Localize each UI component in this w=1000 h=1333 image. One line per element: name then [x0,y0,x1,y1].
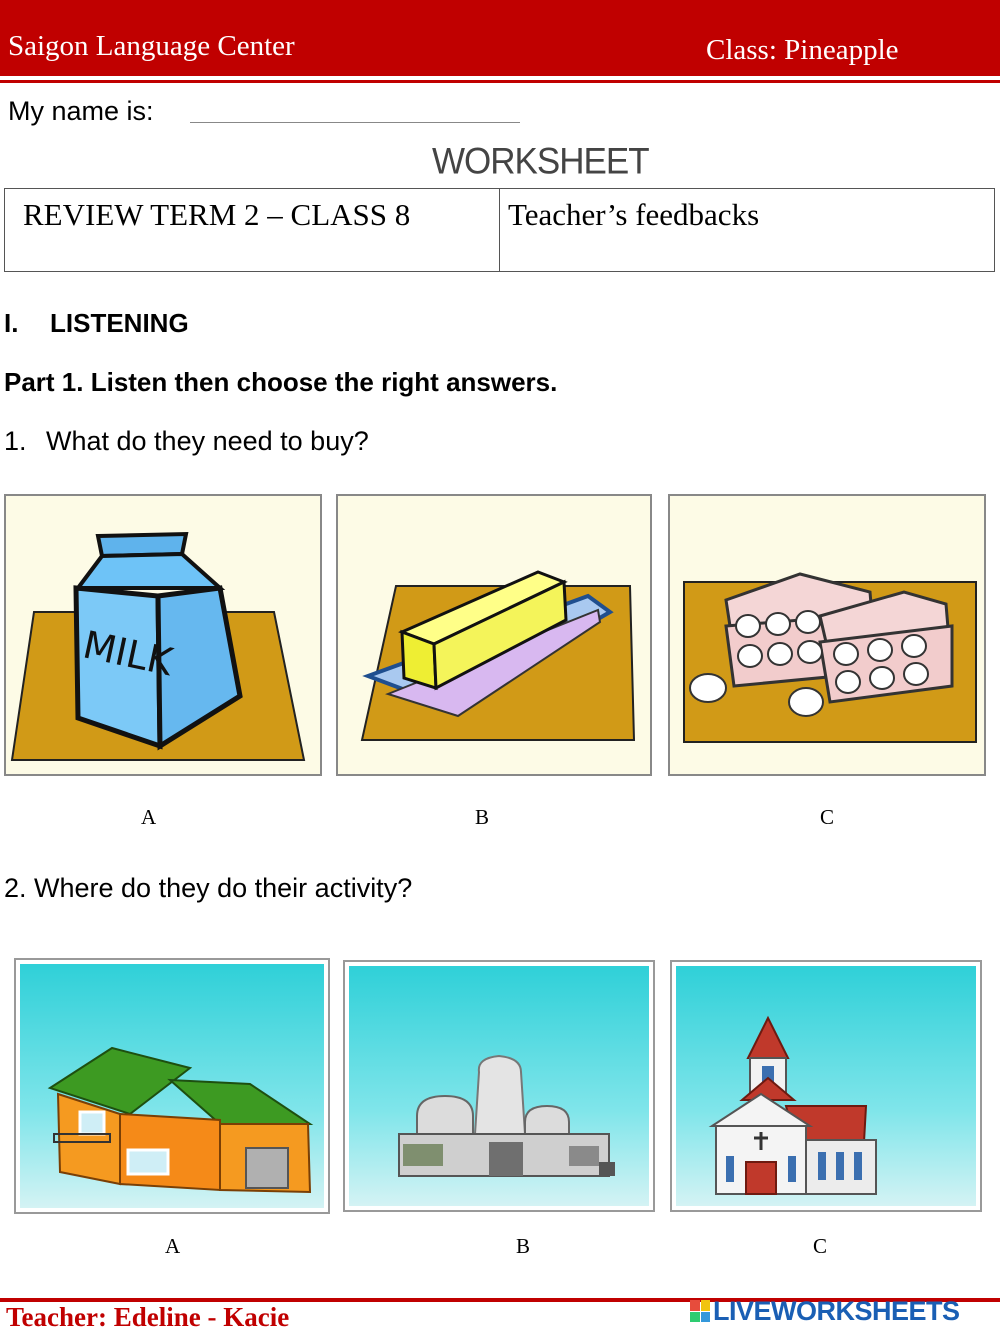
power-plant-icon [349,966,649,1206]
worksheet-title: WORKSHEET [432,141,649,182]
option-1c-letter: C [820,805,835,829]
liveworksheets-icon [690,1300,710,1322]
liveworksheets-text: LIVEWORKSHEETS [713,1295,960,1326]
part-title: Part 1. Listen then choose the right answers. [4,367,558,397]
option-1a-letter: A [141,805,157,829]
name-label: My name is: [8,96,154,126]
option-2c-image[interactable] [670,960,982,1212]
name-input-line[interactable] [190,122,520,123]
milk-label: MILK [79,622,177,685]
house-icon [20,964,324,1208]
option-1c-image[interactable] [668,494,986,776]
eggs-icon [670,496,984,774]
header-divider [0,80,1000,83]
option-2b-image[interactable] [343,960,655,1212]
question-1-number: 1. [4,426,27,456]
center-name: Saigon Language Center [8,30,295,62]
teacher-name: Teacher: Edeline - Kacie [6,1302,290,1332]
option-2b-letter: B [516,1234,531,1258]
option-1b-image[interactable] [336,494,652,776]
question-1-text: What do they need to buy? [46,426,369,456]
option-1a-image[interactable] [4,494,322,776]
section-number: I. [4,308,19,338]
class-label: Class: Pineapple [706,34,899,66]
question-1 [4,426,369,457]
church-icon [676,966,976,1206]
review-table [4,188,995,272]
option-1b-letter: B [475,805,490,829]
question-2-text: 2. Where do they do their activity? [4,873,413,903]
feedback-label: Teacher’s feedbacks [508,197,760,232]
option-2c-letter: C [813,1234,828,1258]
milk-carton-icon [6,496,320,774]
option-2a-letter: A [165,1234,181,1258]
option-2a-image[interactable] [14,958,330,1214]
review-label: REVIEW TERM 2 – CLASS 8 [5,189,500,271]
section-title: LISTENING [50,308,189,338]
liveworksheets-logo[interactable] [690,1296,960,1326]
butter-icon [338,496,650,774]
